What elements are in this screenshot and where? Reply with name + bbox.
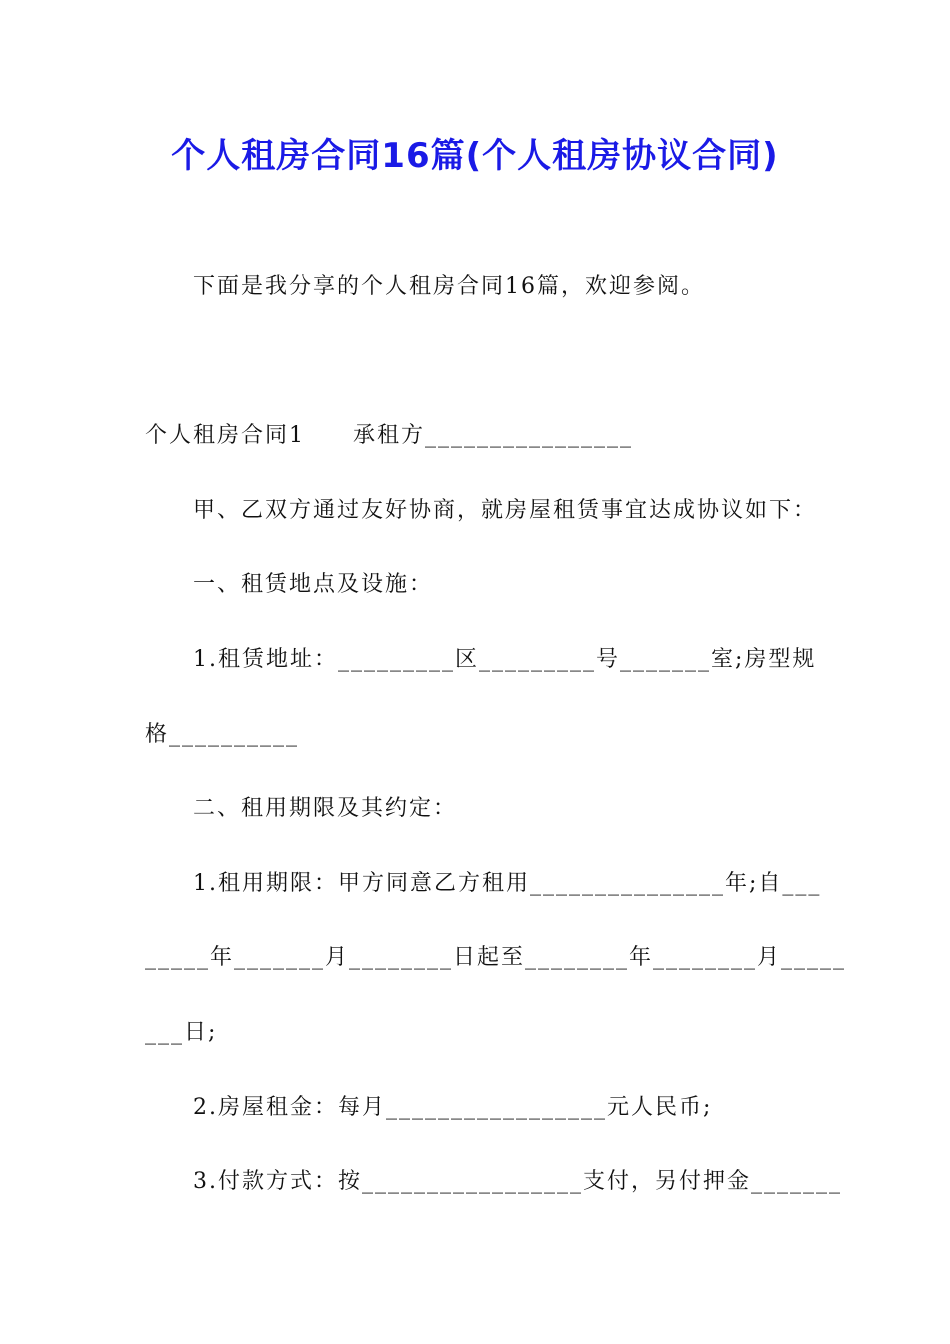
clause-term-continuation-2: ___日; — [145, 1020, 218, 1045]
clause-address-line: 1.租赁地址：_________区_________号_______室;房型规 — [193, 647, 817, 672]
agreement-line: 甲、乙双方通过友好协商，就房屋租赁事宜达成协议如下： — [193, 498, 818, 523]
clause-rent-line: 2.房屋租金：每月_________________元人民币; — [193, 1095, 713, 1120]
document-title: 个人租房合同16篇(个人租房协议合同) — [171, 136, 779, 176]
clause-address-continuation: 格__________ — [145, 722, 300, 747]
clause-payment-line: 3.付款方式：按_________________支付，另付押金_______ — [193, 1169, 842, 1194]
clause-term-continuation-1: _____年_______月________日起至________年________月_____ — [145, 945, 847, 970]
section-1-heading: 一、租赁地点及设施： — [193, 572, 434, 597]
intro-line: 下面是我分享的个人租房合同16篇，欢迎参阅。 — [193, 274, 705, 299]
contract-heading-line: 个人租房合同1 承租方________________ — [145, 423, 633, 448]
section-2-heading: 二、租用期限及其约定： — [193, 796, 458, 821]
clause-term-line: 1.租用期限：甲方同意乙方租用_______________年;自___ — [193, 871, 822, 896]
